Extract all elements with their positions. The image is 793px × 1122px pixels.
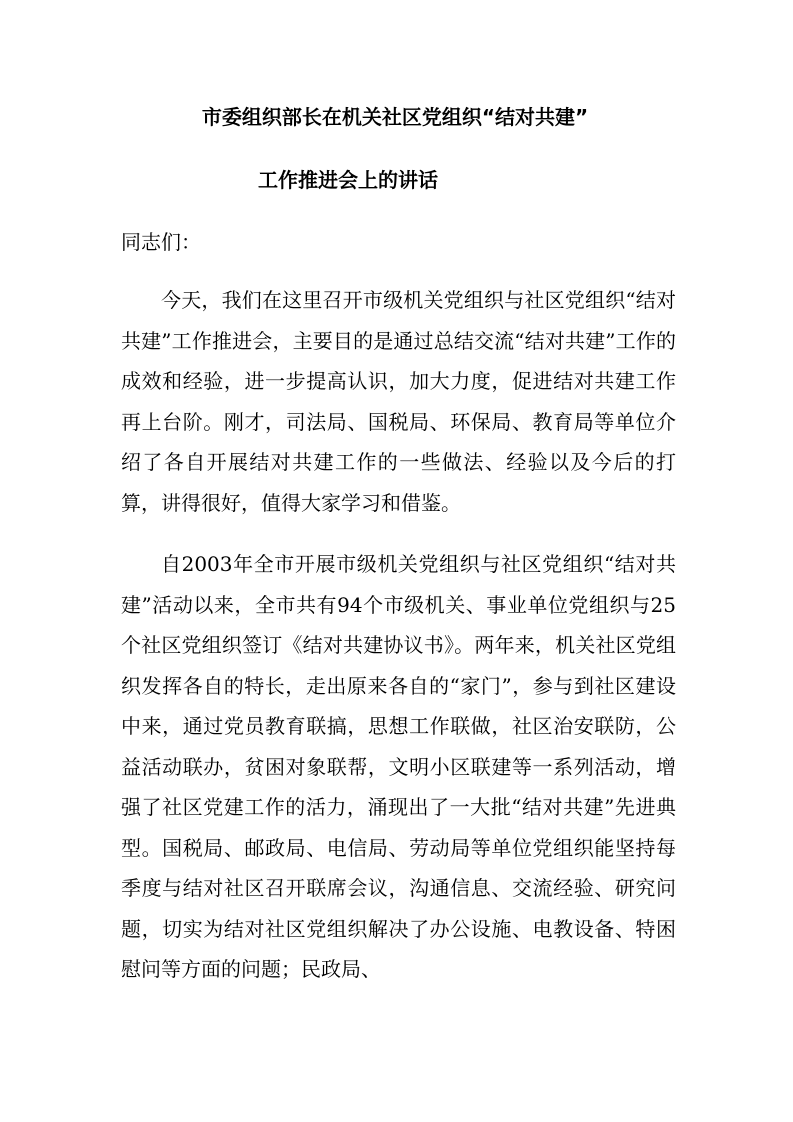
body-paragraph-2: 自2003年全市开展市级机关党组织与社区党组织“结对共建”活动以来，全市共有94个市级机关、事业单位党组织与25个社区党组织签订《结对共建协议书》。两年来，机关社区党组织发挥各自的特长，走出原来各自的“家门”，参与到社区建设中来，通过党员教育联搞，思想工作联做，社区治安联防，公益活动联办，贫困对象联帮，文明小区联建等一系列活动，增强了社区党建工作的活力，涌现出了一大批“结对共建”先进典型。国税局、邮政局、电信局、劳动局等单位党组织能坚持每季度与结对社区召开联席会议，沟通信息、交流经验、研究问题，切实为结对社区党组织解决了办公设施、电教设备、特困慰问等方面的问题；民政局、	[121, 552, 676, 981]
document-title-line-2: 工作推进会上的讲话	[258, 168, 438, 192]
body-paragraph-1: 今天，我们在这里召开市级机关党组织与社区党组织“结对共建”工作推进会，主要目的是通过总结交流“结对共建”工作的成效和经验，进一步提高认识，加大力度，促进结对共建工作再上台阶。刚才，司法局、国税局、环保局、教育局等单位介绍了各自开展结对共建工作的一些做法、经验以及今后的打算，讲得很好，值得大家学习和借鉴。	[121, 288, 676, 515]
salutation: 同志们：	[121, 230, 201, 254]
document-title-line-1: 市委组织部长在机关社区党组织“结对共建”	[201, 105, 589, 129]
